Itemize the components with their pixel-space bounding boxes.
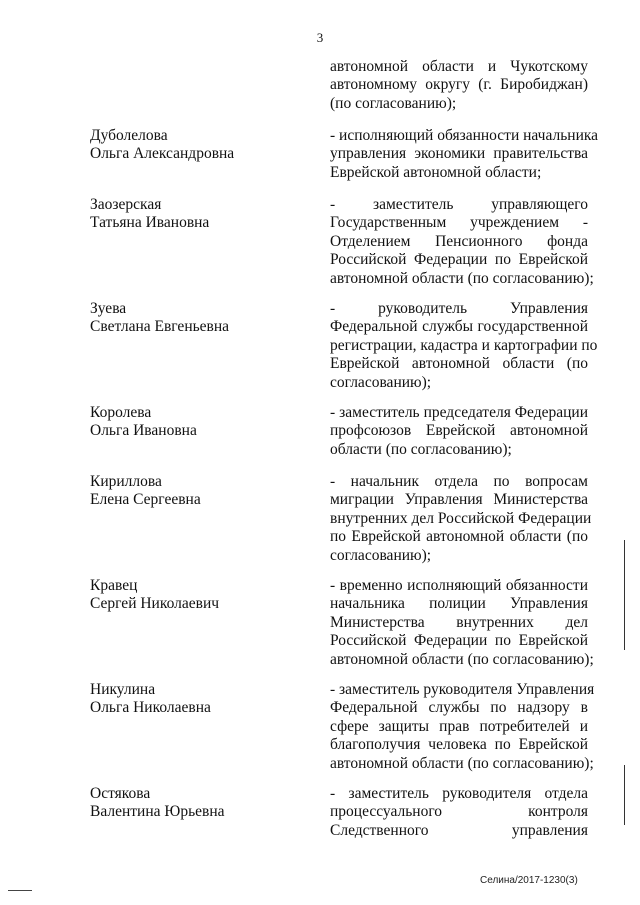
member-surname: Заозерская	[90, 196, 162, 213]
text-line: - заместитель руководителя отдела	[330, 785, 588, 802]
text-line: - начальник отдела по вопросам	[330, 473, 588, 490]
text-line: - заместитель председателя Федерации	[330, 404, 588, 421]
text-line: Федеральной службы по надзору в	[330, 699, 588, 717]
text-line: области (по согласованию);	[330, 440, 512, 458]
scan-margin-line	[624, 765, 625, 825]
member-name	[90, 473, 201, 510]
member-surname: Дуболелова	[90, 127, 168, 144]
text-line: автономной области (по согласованию);	[330, 650, 594, 668]
member-position	[330, 127, 599, 182]
member-position	[330, 681, 595, 773]
member-surname: Кравец	[90, 577, 138, 594]
intro-text	[330, 58, 588, 113]
member-name	[90, 785, 225, 822]
text-line: Федеральной службы государственной	[330, 318, 588, 336]
text-line: Еврейской автономной области;	[330, 163, 542, 181]
text-line: (по согласованию);	[330, 94, 457, 112]
text-line: Российской Федерации по Еврейской	[330, 632, 588, 650]
member-position	[330, 473, 592, 565]
text-line: процессуального контроля	[330, 803, 588, 821]
text-line: миграции Управления Министерства	[330, 491, 588, 509]
text-line: регистрации, кадастра и картографии по	[330, 336, 598, 354]
page-number: 3	[316, 30, 324, 45]
member-surname: Кириллова	[90, 473, 162, 490]
member-surname: Остякова	[90, 785, 151, 802]
text-line: профсоюзов Еврейской автономной	[330, 422, 588, 440]
text-line: сфере защиты прав потребителей и	[330, 717, 588, 735]
text-line: Еврейской автономной области (по	[330, 355, 588, 373]
text-line: - временно исполняющий обязанности	[330, 577, 588, 594]
text-line: автономной области и Чукотскому	[330, 58, 588, 75]
member-surname: Зуева	[90, 300, 127, 317]
member-given-names: Сергей Николаевич	[90, 595, 220, 613]
text-line: внутренних дел Российской Федерации	[330, 509, 592, 527]
text-line: - руководитель Управления	[330, 300, 588, 317]
document-code: Селина/2017-1230(3)	[480, 875, 578, 886]
member-position	[330, 577, 594, 669]
text-line: согласованию);	[330, 546, 432, 564]
text-line: - исполняющий обязанности начальника	[330, 127, 599, 144]
member-position	[330, 785, 588, 840]
text-line: начальника полиции Управления	[330, 595, 588, 613]
member-given-names: Елена Сергеевна	[90, 491, 201, 509]
text-line: автономной области (по согласованию);	[330, 754, 594, 772]
text-line: согласованию);	[330, 373, 432, 391]
member-surname: Королева	[90, 404, 152, 421]
text-line: автономному округу (г. Биробиджан)	[330, 76, 588, 94]
member-position	[330, 404, 588, 459]
member-given-names: Татьяна Ивановна	[90, 214, 210, 232]
member-given-names: Ольга Ивановна	[90, 422, 197, 440]
member-surname: Никулина	[90, 681, 156, 698]
text-line: благополучия человека по Еврейской	[330, 736, 588, 754]
member-name	[90, 681, 211, 718]
member-given-names: Ольга Александровна	[90, 145, 235, 163]
text-line: Государственным учреждением -	[330, 214, 588, 232]
text-line: Российской Федерации по Еврейской	[330, 251, 588, 269]
member-name	[90, 196, 209, 233]
scan-margin-line	[624, 540, 625, 650]
member-given-names: Валентина Юрьевна	[90, 803, 225, 821]
member-position	[330, 300, 598, 392]
member-name	[90, 300, 229, 337]
member-name	[90, 404, 197, 441]
text-line: - заместитель управляющего	[330, 196, 588, 213]
member-name	[90, 577, 219, 614]
text-line: - заместитель руководителя Управления	[330, 681, 595, 698]
text-line: Следственного управления	[330, 821, 588, 839]
text-line: управления экономики правительства	[330, 145, 588, 163]
member-given-names: Светлана Евгеньевна	[90, 318, 230, 336]
member-name	[90, 127, 234, 164]
text-line: Министерства внутренних дел	[330, 613, 588, 631]
text-line: Отделением Пенсионного фонда	[330, 232, 588, 250]
scan-corner-mark	[8, 890, 32, 891]
member-position	[330, 196, 594, 288]
text-line: по Еврейской автономной области (по	[330, 528, 588, 546]
member-given-names: Ольга Николаевна	[90, 699, 211, 717]
text-line: автономной области (по согласованию);	[330, 269, 594, 287]
